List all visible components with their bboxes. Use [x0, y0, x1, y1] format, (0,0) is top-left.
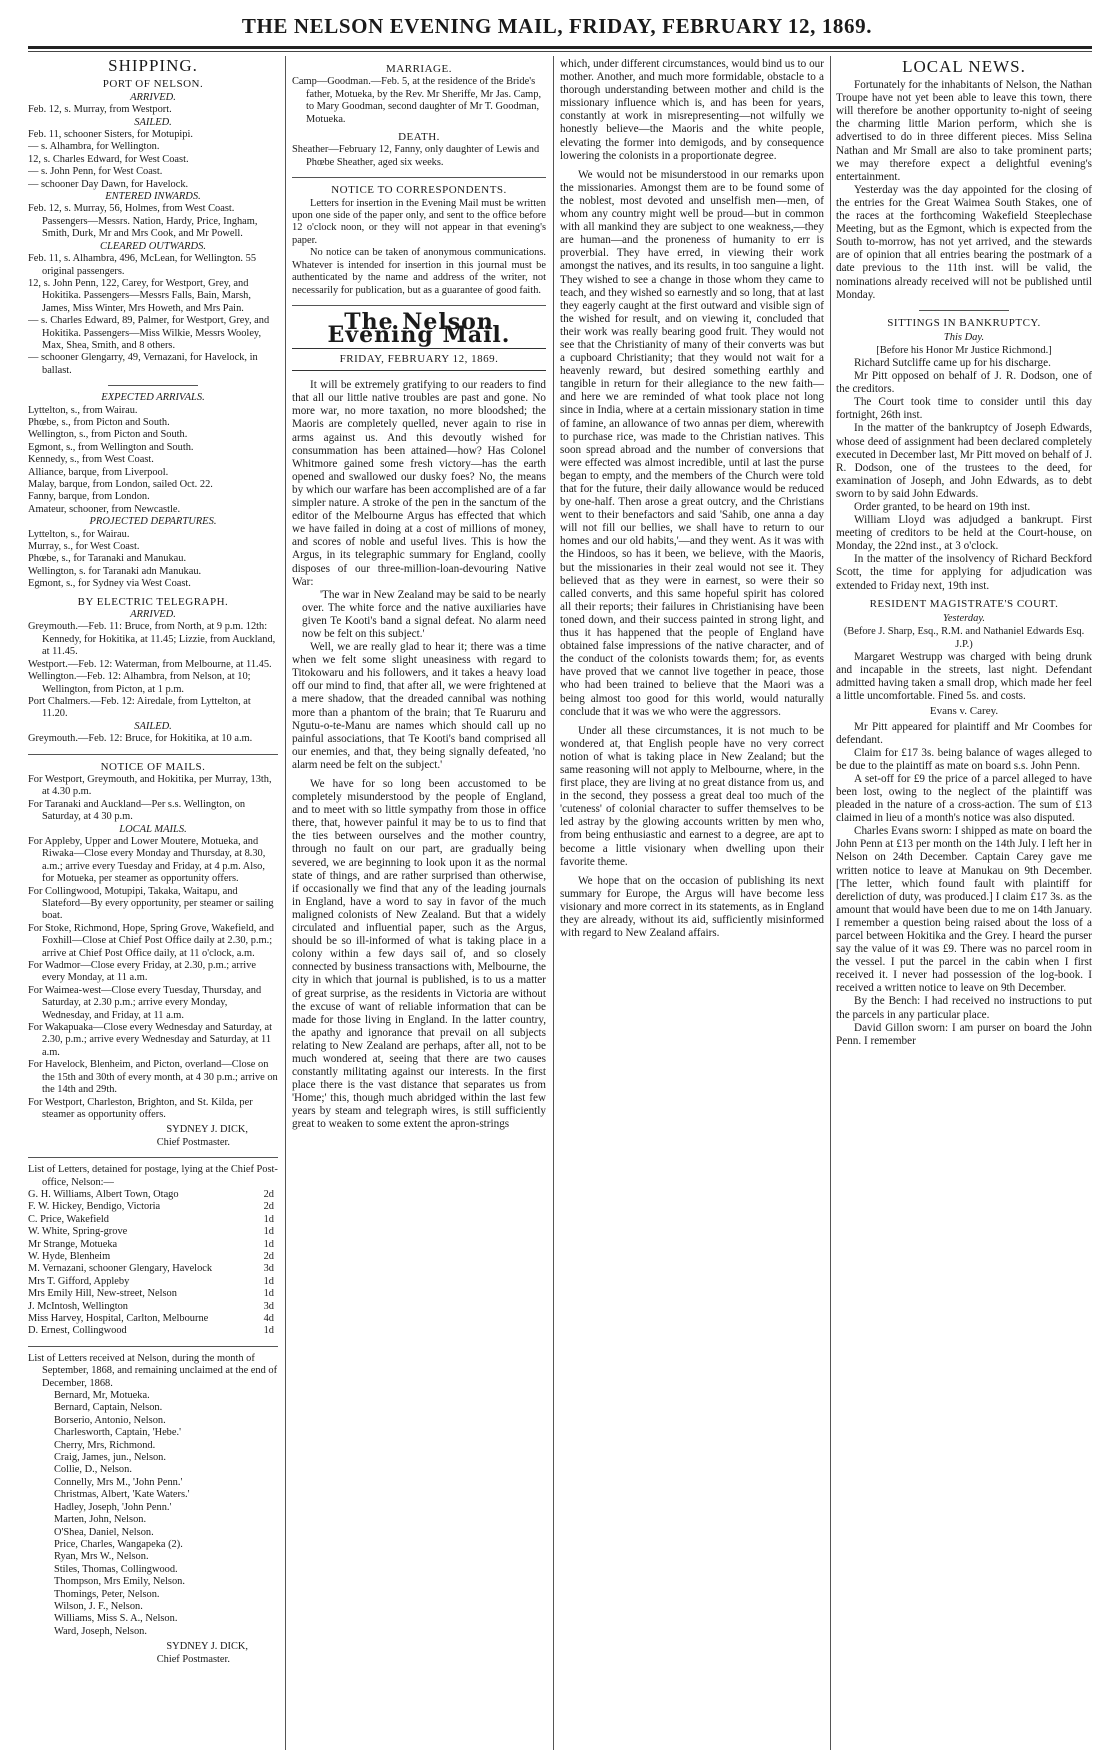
editorial-paragraph: We have for so long been accustomed to be completely misunderstood by the people of England, and to meet with so little sympathy from those in office there, that, however painful it may be to us to find that the ties between ourselves and the mother country, through no fault on our part, are gradually being severed, we are beginning to look upon it as the normal state of things, and are rather surprised than otherwise, if occasionally we find that any of the leading journals in England, have a word to say in favor of the much maligned colonists of New Zealand. But that a widely circulated and influential paper, such as the Argus, should be so ill-informed of what is taking place in a colony within a few days sail of, and so closely connected by business transactions with, Melbourne, the city in which that journal is published, is to us a matter of great surprise, as the residents in Victoria are without the excuse of want of reliable information that can be made for those living in England. In the latter country, the apathy and ignorance that prevail on all subjects relating to New Zealand are perhaps, after all, not to be much wondered at, seeing that there are two causes constantly militating against our interests. In the first place there is the vast distance that separates us from 'Home;' this, though much abridged within the last few years by steam and telegraph wires, is still sufficiently great to weaken to some extent the apron-strings	[292, 778, 546, 1131]
column-divider	[830, 56, 831, 1750]
column-editorial	[292, 58, 546, 1750]
editorial-paragraph: which, under different circumstances, would bind us to our mother. Another, and much more formidable, obstacle to a thorough understanding between mother and child is the missionary influence which is, and has been for years, constantly at work in misrepresenting—not wilfully we honestly believe—the Maoris and the white people, elevating the former into demigods, and by consequence lowering the colonists in a proportionate degree.	[560, 58, 824, 162]
list-item: Christmas, Albert, 'Kate Waters.'	[54, 1489, 190, 1501]
list-item: Alliance, barque, from Liverpool.	[28, 466, 169, 478]
correspondents-text: No notice can be taken of anonymous communications. Whatever is intended for insertion in this journal must be authenticated by the name and address of the writer, not necessarily for publication, but as a guarantee of good faith.	[292, 247, 546, 296]
letter-postage: 2d	[263, 1250, 274, 1262]
arrived-heading: ARRIVED.	[130, 91, 176, 103]
editorial-body	[292, 379, 546, 1131]
list-item: Charlesworth, Captain, 'Hebe.'	[54, 1427, 181, 1439]
cleared-list	[28, 253, 278, 377]
letter-name: M. Vernazani, schooner Glengary, Havelock	[28, 1263, 213, 1275]
separator	[919, 310, 1009, 311]
list-item: For Waimea-west—Close every Tuesday, Thursday, and Saturday, at 2.30 p.m.; arrive every Monday, Wednesday, and Friday, at 11 a.m.	[28, 984, 262, 1021]
letter-postage: 2d	[263, 1188, 274, 1200]
letter-name: D. Ernest, Collingwood	[28, 1325, 127, 1337]
sailed-list	[28, 129, 278, 191]
postmaster-signature: SYDNEY J. DICK,	[166, 1641, 248, 1653]
letter-name: J. McIntosh, Wellington	[28, 1300, 128, 1312]
arrived-list	[28, 104, 278, 116]
list-item	[28, 1276, 278, 1288]
argus-quote: 'The war in New Zealand may be said to be nearly over. The white force and the native auxiliaries have given Te Kooti's band a signal defeat. No alarm need now be felt on this subject.'	[302, 588, 546, 640]
death-heading: DEATH.	[398, 131, 440, 144]
list-item: For Appleby, Upper and Lower Moutere, Motueka, and Riwaka—Close every Monday and Thursday, at 8.30, a.m.; arrive every Tuesday and Friday, at 4 p.m. Also, for Motueka, per steamer as opportunity offers.	[28, 835, 266, 885]
letter-name: G. H. Williams, Albert Town, Otago	[28, 1188, 179, 1200]
news-paragraph: Richard Sutcliffe came up for his discharge.	[854, 356, 1051, 369]
list-item: For Westport, Charleston, Brighton, and St. Kilda, per steamer as opportunity offers.	[28, 1096, 253, 1120]
list-item: — s. Charles Edward, 89, Palmer, for Westport, Grey, and Hokitika. Passengers—Miss Wilkie, Messrs Wooley, Max, Shea, Smith, and 8 others.	[28, 315, 270, 351]
list-item: Bernard, Captain, Nelson.	[54, 1402, 163, 1414]
news-paragraph: In the matter of the bankruptcy of Joseph Edwards, whose deed of assignment had been declared completely executed in December last, Mr Pitt moved on behalf of J. R. Dodson, one of the trustees to the deed, for examination of Joseph, and John Edwards, as to debt sworn to by said John Edwards.	[836, 422, 1092, 500]
cleared-heading: CLEARED OUTWARDS.	[99, 240, 206, 252]
list-item: For Wakapuaka—Close every Wednesday and Saturday, at 2.30, p.m.; arrive every Wednesday and Saturday, at 11 a.m.	[28, 1022, 272, 1058]
local-news-body	[836, 79, 1092, 302]
list-item: Malay, barque, from London, sailed Oct. 22.	[28, 479, 213, 490]
separator	[28, 1157, 278, 1158]
news-paragraph: David Gillon sworn: I am purser on board the John Penn. I remember	[836, 1021, 1092, 1047]
letter-postage: 1d	[263, 1288, 274, 1300]
separator	[108, 385, 198, 386]
list-item: Bernard, Mr, Motueka.	[54, 1390, 150, 1402]
list-item: Lyttelton, s., from Wairau.	[28, 404, 138, 416]
marriage-heading: MARRIAGE.	[386, 63, 452, 75]
letters-unclaimed-list	[28, 1390, 278, 1638]
column-divider	[553, 56, 554, 1750]
bankruptcy-date: This Day.	[943, 331, 985, 343]
list-item: Stiles, Thomas, Collingwood.	[54, 1563, 178, 1575]
letter-name: F. W. Hickey, Bendigo, Victoria	[28, 1201, 161, 1213]
magistrate-court-date: Yesterday.	[942, 612, 986, 624]
local-mails-list	[28, 836, 278, 1121]
letter-postage: 1d	[263, 1226, 274, 1238]
list-item: Price, Charles, Wangapeka (2).	[54, 1538, 183, 1550]
list-item: Connelly, Mrs M., 'John Penn.'	[54, 1476, 183, 1488]
local-news-title: LOCAL NEWS.	[902, 58, 1026, 76]
list-item: Craig, James, jun., Nelson.	[54, 1452, 166, 1464]
editorial-paragraph: We would not be misunderstood in our remarks upon the missionaries. Amongst them are to be found some of the noblest, most devoted and unselfish men—men, of whom any country might well be proud—but in common with all mankind they are subject to one weakness,—they are human—and the proneness of humanity to err is proverbial. They have erred, in viewing their work amongst the natives, and its results, in too sanguine a light. They wished to see a change in those whom they came to teach, and they wished so earnestly and so long, that at last they eagerly caught at the first outward and visible sign of the wished for result, and on viewing it, concluded that their work was really bearing good fruit. They would not see that the Christianity of many of their converts was but a cupboard Christianity; that they would not wait for a heavenly reward, but desired something earthly and tangible in return for their allegiance to the new faith—and here we are reminded of what took place not long since in India, where at a certain missionary station in time of famine, an allowance of two annas per diem, wherewith to purchase rice, was made to the Christian natives. This soon spread abroad and the number of conversions that were effected was almost incredible, until at last the purse began to empty, and the members of the Church were told that for the future, their daily allowance would be reduced by one-half. Then arose a great outcry, and the Christians went to their benefactors and said 'Sahib, one anna a day will not fill our bellies, we shall have to return to our homes and our old habits,'—and they went. As it was with the Hindoos, so has it been, we believe, with the Maoris, but the missionaries in their zeal would not see it. They believed that as they were in earnest, so were their so called converts, and this same hopeful spirit has colored all their reports; their failures in Christianising have been toned down, and their success painted in strong light, and thus it has happened that the people of England have obtained false impressions of the native character, and of the conduct of the colonists towards them; for, as events have proved that we cannot live together in peace, those who had been trained to believe that the Maori was a being almost too good for this world, would naturally conclude that it was we who were the aggressors.	[560, 168, 824, 718]
list-item	[28, 1313, 278, 1325]
list-item	[28, 1325, 278, 1337]
list-item: — s. Alhambra, for Wellington.	[28, 141, 160, 153]
masthead-rule	[28, 46, 1092, 49]
postmaster-signature: SYDNEY J. DICK,	[166, 1124, 248, 1136]
letters-unclaimed-intro	[28, 1353, 278, 1390]
list-item: Williams, Miss S. A., Nelson.	[54, 1613, 178, 1625]
list-item: — schooner Day Dawn, for Havelock.	[28, 178, 189, 190]
column-divider	[285, 56, 286, 1750]
bankruptcy-judge: [Before his Honor Mr Justice Richmond.]	[876, 344, 1052, 356]
list-item: Greymouth.—Feb. 12: Bruce, for Hokitika, at 10 a.m.	[28, 733, 253, 745]
correspondents-heading: NOTICE TO CORRESPONDENTS.	[331, 184, 507, 197]
letters-detained-intro	[28, 1164, 278, 1189]
letter-postage: 3d	[263, 1263, 274, 1275]
list-item: Fanny, barque, from London.	[28, 491, 150, 503]
list-item: Ryan, Mrs W., Nelson.	[54, 1551, 149, 1563]
list-item: For Westport, Greymouth, and Hokitika, per Murray, 13th, at 4.30 p.m.	[28, 773, 272, 798]
news-paragraph: A set-off for £9 the price of a parcel alleged to have been lost, owing to the neglect of the plaintiff was pleaded in the nature of a cross-action. The sum of £13 claimed in lieu of a month's notice was also disputed.	[836, 772, 1092, 825]
death-notice: Sheather—February 12, Fanny, only daughter of Lewis and Phœbe Sheather, aged six weeks.	[292, 144, 540, 168]
sailed-heading: SAILED.	[134, 116, 172, 128]
list-item	[28, 1226, 278, 1238]
list-item: Borserio, Antonio, Nelson.	[54, 1414, 166, 1426]
list-item: For Stoke, Richmond, Hope, Spring Grove, Wakefield, and Foxhill—Close at Chief Post Office daily at 2.30, p.m.; arrive at Chief Post Office daily, at 11 o'clock, a.m.	[28, 922, 275, 959]
news-paragraph: Mr Pitt appeared for plaintiff and Mr Coombes for defendant.	[836, 720, 1092, 746]
case-title: Evans v. Carey.	[929, 705, 999, 718]
list-item: Lyttelton, s., for Wairau.	[28, 528, 130, 540]
list-item: O'Shea, Daniel, Nelson.	[54, 1526, 154, 1538]
postmaster-title: Chief Postmaster.	[156, 1136, 230, 1148]
letter-name: W. White, Spring-grove	[28, 1226, 128, 1238]
list-item: Marten, John, Nelson.	[54, 1514, 147, 1526]
column-editorial-continued	[560, 58, 824, 1750]
list-item: Westport.—Feb. 12: Waterman, from Melbourne, at 11.45.	[28, 658, 272, 670]
magistrate-court-heading: RESIDENT MAGISTRATE'S COURT.	[869, 597, 1059, 610]
intro-text: List of Letters, detained for postage, lying at the Chief Post-office, Nelson:—	[28, 1164, 278, 1188]
bankruptcy-body	[836, 357, 1092, 593]
masthead-rule-thin	[28, 51, 1092, 52]
news-paragraph: Margaret Westrupp was charged with being drunk and incapable in the streets, last night. Defendant admitted having taken a small drop, which made her feel a little uncomfortable. Fined 5s. and costs.	[836, 651, 1092, 703]
news-paragraph: In the matter of the insolvency of Richard Beckford Scott, the time for applying for adjudication was extended to Friday next, 19th inst.	[836, 553, 1092, 592]
list-item: — s. John Penn, for West Coast.	[28, 166, 163, 178]
letter-postage: 1d	[263, 1238, 274, 1250]
projected-heading: PROJECTED DEPARTURES.	[89, 516, 217, 528]
list-item: 12, s. John Penn, 122, Carey, for Westport, Grey, and Hokitika. Passengers—Messrs Falls, Bain, Marsh, James, Miss Winter, Mrs Howeth, and Mrs Pain.	[28, 277, 251, 314]
list-item	[28, 1201, 278, 1213]
list-item	[28, 1301, 278, 1313]
list-item: For Wadmor—Close every Friday, at 2.30, p.m.; arrive every Monday, at 11 a.m.	[28, 960, 256, 984]
list-item: Wellington, s., from Picton and South.	[28, 429, 188, 441]
port-heading: PORT OF NELSON.	[102, 78, 204, 91]
list-item	[28, 1288, 278, 1300]
list-item: For Taranaki and Auckland—Per s.s. Wellington, on Saturday, at 4 30 p.m.	[28, 798, 246, 823]
list-item: Thompson, Mrs Emily, Nelson.	[54, 1576, 185, 1588]
column-shipping	[28, 58, 278, 1750]
letter-name: Mrs Emily Hill, New-street, Nelson	[28, 1288, 177, 1300]
list-item: Feb. 11, s. Alhambra, 496, McLean, for Wellington. 55 original passengers.	[28, 253, 257, 277]
list-item: Greymouth.—Feb. 11: Bruce, from North, at 9 p.m. 12th: Kennedy, for Hokitika, at 11.45; Lizzie, from Auckland, at 11.45.	[28, 621, 276, 658]
entered-heading: ENTERED INWARDS.	[105, 191, 201, 203]
editorial-paragraph: Well, we are really glad to hear it; there was a time when we felt some slight uneasiness with regard to Titokowaru and his followers, and it takes a heavy load off our mind to find, that after all, we were frightened at a mere shadow, that the dreaded cannibal was nothing more than a phantom of the brain; that Te Ruaruru and Ngutu-o-te-Manu are names which should call up no painful associations, that Te Kooti's band comprised all our enemies, and that, they being signally defeated, 'no alarm need be felt on the subject.'	[292, 641, 546, 771]
list-item: Amateur, schooner, from Newcastle.	[28, 503, 181, 515]
list-item: Egmont, s., for Sydney via West Coast.	[28, 578, 191, 590]
correspondents-text: Letters for insertion in the Evening Mail must be written upon one side of the paper only, and sent to the office before 12 o'clock noon, or they will not appear in that evening's paper.	[292, 197, 546, 246]
dateline: FRIDAY, FEBRUARY 12, 1869.	[292, 348, 546, 371]
news-paragraph: Claim for £17 3s. being balance of wages alleged to be due to the plaintiff as mate on board s.s. John Penn.	[836, 746, 1092, 772]
list-item	[28, 1263, 278, 1275]
projected-list	[28, 529, 278, 591]
magistrate-court-judge: (Before J. Sharp, Esq., R.M. and Nathaniel Edwards Esq. J.P.)	[843, 625, 1085, 650]
letters-detained-list	[28, 1189, 278, 1338]
editorial-paragraph: It will be extremely gratifying to our readers to find that all our little native troubles are past and gone. No more war, no more taxation, no more bloodshed; the Maoris are completely quelled, never again to rise in arms against us. And this devoutly wished for consummation has been attained—how? Has Colonel Whitmore gained some fresh victory—has the earth opened and swallowed our dusky foes? No, the means by which our warfare has been accomplished are of a far simpler nature. A stroke of the pen in the sanctum of the editor of the Melbourne Argus has effected that which we have failed in doing at a cost of millions of money, and scores of noble and useful lives. This is how the Argus, in its telegraphic summary for England, coolly disposes of our three-million-loan-devouring Native War:	[292, 379, 546, 588]
news-paragraph: The Court took time to consider until this day fortnight, 26th inst.	[836, 396, 1092, 422]
news-paragraph: Order granted, to be heard on 19th inst.	[854, 501, 1031, 513]
list-item	[28, 1251, 278, 1263]
magistrate-court-body	[836, 651, 1092, 1048]
list-item: Thomings, Peter, Nelson.	[54, 1588, 160, 1600]
telegraph-heading: BY ELECTRIC TELEGRAPH.	[77, 595, 229, 608]
list-item: Egmont, s., from Wellington and South.	[28, 441, 194, 453]
editorial-paragraph: We hope that on the occasion of publishing its next summary for Europe, the Argus will have become less visionary and more correct in its statements, as in England they are already, without its aid, sufficiently misinformed with regard to New Zealand affairs.	[560, 874, 824, 940]
list-item: Murray, s., for West Coast.	[28, 541, 140, 553]
masthead: THE NELSON EVENING MAIL, FRIDAY, FEBRUARY 12, 1869.	[241, 14, 873, 38]
mails-list	[28, 774, 278, 824]
separator	[28, 1346, 278, 1347]
list-item: Feb. 12, s. Murray, 56, Holmes, from West Coast. Passengers—Messrs. Nation, Hardy, Price, Ingham, Smith, Durk, Mr and Mrs Cook, and Mr Powell.	[28, 203, 258, 240]
list-item: Hadley, Joseph, 'John Penn.'	[54, 1501, 172, 1513]
expected-heading: EXPECTED ARRIVALS.	[101, 392, 205, 404]
news-paragraph: Charles Evans sworn: I shipped as mate on board the John Penn at £13 per month on the 14th July. I left her in Nelson on 24th December. Captain Carey gave me written notice to leave at Manukau on 9th December. [The letter, which found fault with plaintiff for dereliction of duty, was produced.] I claim £17 3s. as the amount that would have been due to me on 14th January. I remember a question being raised about the loss of a parcel between Hokitika and the Grey. I heard the purser say the value of it was £9. There was no parcel room in the vessel. I put the parcel in the cabin when I first received it. I never had possession of the log-book. I received a written notice to leave on 9th December.	[836, 825, 1092, 995]
news-paragraph: Fortunately for the inhabitants of Nelson, the Nathan Troupe have not yet been able to leave this town, there will therefore be another opportunity to-night of seeing the charming little Marion perform, which she is advertised to do in three different pieces. Miss Selina Nathan and Mr Small are also to take prominent parts; we may therefore expect a delightful evening's entertainment.	[836, 79, 1092, 183]
telegraph-arrived-list	[28, 621, 278, 720]
editorial-body	[560, 58, 824, 940]
separator	[28, 754, 278, 755]
letter-postage: 4d	[263, 1313, 274, 1324]
news-paragraph: Yesterday was the day appointed for the closing of the entries for the Great Waimea South Stakes, one of the races at the forthcoming Wakefield Steeplechase Meeting, but as the Egmont, which is expected from the South to-morrow, has not yet arrived, and the stewards are of opinion that all entries bearing the postmark of a date previous to the 11th inst. will be valid, the nominations already received will not be published until Monday.	[836, 183, 1092, 301]
intro-text: List of Letters received at Nelson, during the month of September, 1868, and remaining unclaimed at the end of December, 1868.	[28, 1352, 278, 1389]
column-local-news	[836, 58, 1092, 1750]
list-item: For Collingwood, Motupipi, Takaka, Waitapu, and Slateford—By every opportunity, per steamer or sailing boat.	[28, 885, 274, 922]
letter-postage: 1d	[263, 1213, 274, 1225]
letter-name: Miss Harvey, Hospital, Carlton, Melbourne	[28, 1313, 209, 1324]
list-item: For Havelock, Blenheim, and Picton, overland—Close on the 15th and 30th of every month, at 4 30 p.m.; arrive on the 14th and 29th.	[28, 1059, 278, 1096]
separator	[292, 177, 546, 178]
letter-postage: 2d	[263, 1201, 274, 1213]
list-item: Wilson, J. F., Nelson.	[54, 1600, 143, 1612]
letter-name: W. Hyde, Blenheim	[28, 1250, 111, 1262]
letter-name: Mr Strange, Motueka	[28, 1238, 118, 1250]
list-item: Feb. 12, s. Murray, from Westport.	[28, 104, 172, 116]
letter-postage: 3d	[263, 1300, 274, 1312]
list-item: Cherry, Mrs, Richmond.	[54, 1439, 156, 1451]
paper-title: The Nelson Evening Mail.	[327, 308, 511, 348]
list-item: Wellington, s. for Taranaki adn Manukau.	[28, 565, 202, 577]
editorial-paragraph: Under all these circumstances, it is not much to be wondered at, that English people have no very correct notion of what is taking place in New Zealand; but the same reasoning will not apply to Melbourne, where, in the first place, they are living at no great distance from us, and in the second, they possess a great deal too much of the 'cuteness' of colonial character to suffer themselves to be led astray by the glowing accounts written by men who, from being enthusiastic and earnest to a degree, are apt to become a little visionary when dwelling upon their favorite theme.	[560, 724, 824, 868]
list-item: Feb. 11, schooner Sisters, for Motupipi.	[28, 129, 193, 141]
list-item: 12, s. Charles Edward, for West Coast.	[28, 153, 189, 165]
letter-name: Mrs T. Gifford, Appleby	[28, 1275, 130, 1287]
list-item	[28, 1214, 278, 1226]
news-paragraph: By the Bench: I had received no instructions to put the parcels in any particular place.	[836, 995, 1092, 1021]
letter-postage: 1d	[263, 1325, 274, 1337]
list-item: Phœbe, s., from Picton and South.	[28, 416, 170, 428]
list-item: Wellington.—Feb. 12: Alhambra, from Nelson, at 10; Wellington, from Picton, at 1 p.m.	[28, 671, 251, 695]
mails-heading: NOTICE OF MAILS.	[100, 760, 206, 773]
news-paragraph: William Lloyd was adjudged a bankrupt. First meeting of creditors to be held at the Court-house, on Monday, the 22nd inst., at 3 o'clock.	[836, 514, 1092, 553]
telegraph-sailed-heading: SAILED.	[134, 720, 172, 732]
entered-list	[28, 203, 278, 240]
list-item	[28, 1189, 278, 1201]
local-mails-heading: LOCAL MAILS.	[119, 823, 187, 835]
postmaster-title: Chief Postmaster.	[156, 1653, 230, 1665]
list-item: Ward, Joseph, Nelson.	[54, 1625, 147, 1637]
list-item: Port Chalmers.—Feb. 12: Airedale, from Lyttelton, at 11.20.	[28, 695, 251, 720]
letter-name: C. Price, Wakefield	[28, 1213, 109, 1225]
telegraph-sailed-list	[28, 733, 278, 745]
expected-list	[28, 405, 278, 517]
telegraph-arrived-heading: ARRIVED.	[130, 609, 176, 621]
letter-postage: 1d	[263, 1275, 274, 1287]
list-item	[28, 1239, 278, 1251]
separator	[292, 305, 546, 306]
list-item: Phœbe, s., for Taranaki and Manukau.	[28, 553, 187, 565]
list-item: — schooner Glengarry, 49, Vernazani, for Havelock, in ballast.	[28, 352, 258, 376]
list-item: Kennedy, s., from West Coast.	[28, 454, 154, 466]
marriage-notice: Camp—Goodman.—Feb. 5, at the residence of the Bride's father, Motueka, by the Rev. Mr Sheriffe, Mr Jas. Camp, to Mary Goodman, second daughter of Mr T. Goodman, Motueka.	[292, 76, 542, 125]
list-item: Collie, D., Nelson.	[54, 1464, 132, 1476]
bankruptcy-heading: SITTINGS IN BANKRUPTCY.	[887, 316, 1041, 329]
news-paragraph: Mr Pitt opposed on behalf of J. R. Dodson, one of the creditors.	[836, 370, 1092, 396]
shipping-title: SHIPPING.	[108, 58, 198, 75]
